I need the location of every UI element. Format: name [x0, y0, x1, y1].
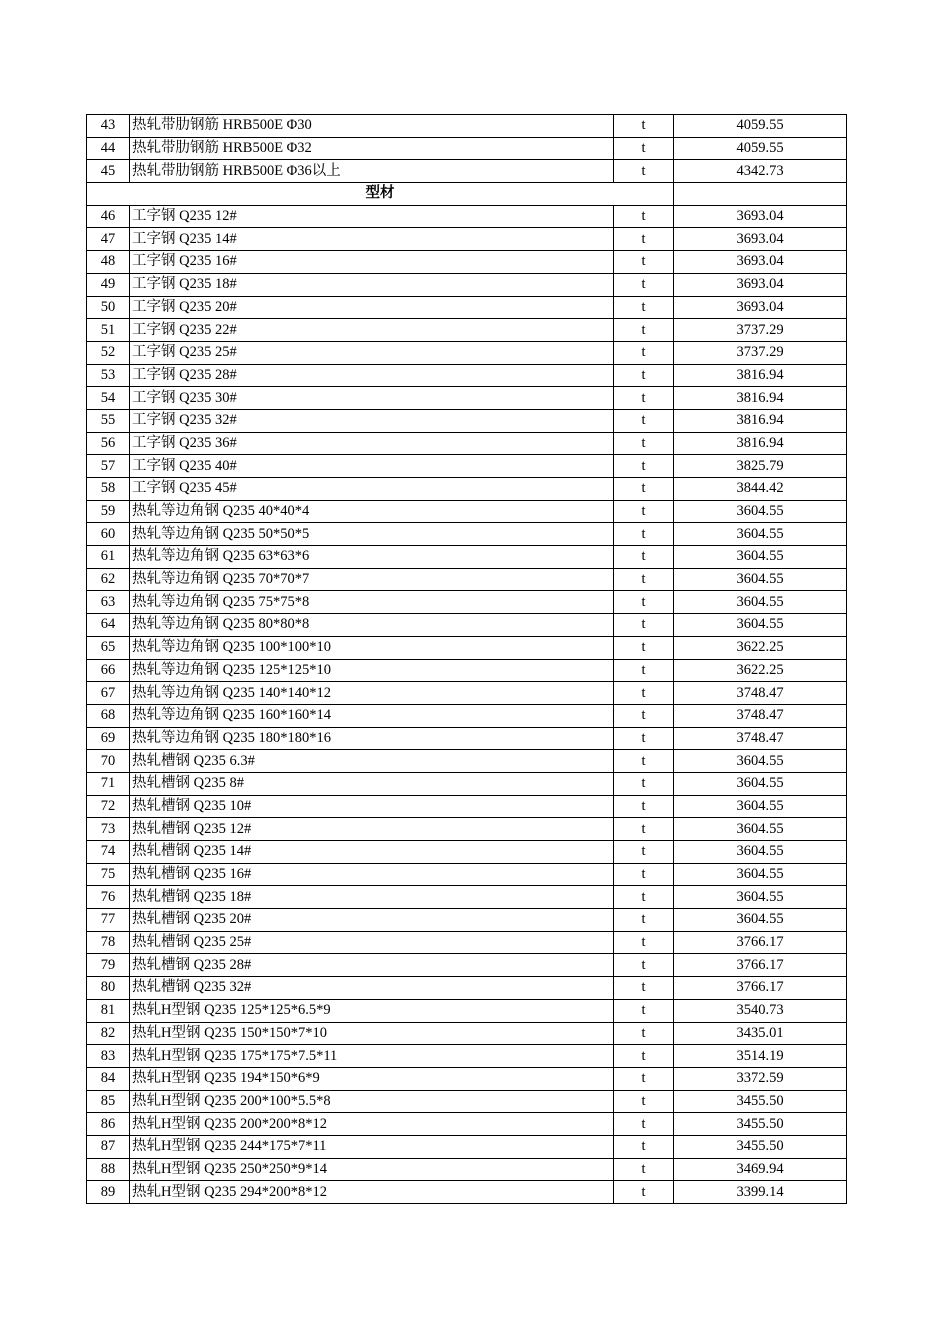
unit-cell: t [614, 1045, 674, 1068]
price-cell: 3435.01 [674, 1022, 847, 1045]
price-cell: 3816.94 [674, 432, 847, 455]
table-row [87, 1181, 847, 1204]
table-row [87, 886, 847, 909]
item-name: 工字钢 Q235 28# [130, 364, 614, 387]
row-number: 49 [87, 273, 130, 296]
table-row [87, 296, 847, 319]
unit-cell: t [614, 591, 674, 614]
item-name: 热轧等边角钢 Q235 50*50*5 [130, 523, 614, 546]
price-cell: 3693.04 [674, 296, 847, 319]
price-cell: 4059.55 [674, 115, 847, 138]
price-cell: 3766.17 [674, 977, 847, 1000]
item-name: 工字钢 Q235 32# [130, 409, 614, 432]
unit-cell: t [614, 795, 674, 818]
item-name: 热轧槽钢 Q235 14# [130, 841, 614, 864]
row-number: 72 [87, 795, 130, 818]
row-number: 80 [87, 977, 130, 1000]
row-number: 46 [87, 205, 130, 228]
row-number: 45 [87, 160, 130, 183]
item-name: 热轧等边角钢 Q235 100*100*10 [130, 636, 614, 659]
table-row [87, 909, 847, 932]
table-row [87, 205, 847, 228]
table-row [87, 115, 847, 138]
item-name: 热轧H型钢 Q235 125*125*6.5*9 [130, 999, 614, 1022]
price-cell: 3622.25 [674, 636, 847, 659]
unit-cell: t [614, 546, 674, 569]
unit-cell: t [614, 1181, 674, 1204]
row-number: 52 [87, 341, 130, 364]
item-name: 热轧槽钢 Q235 25# [130, 931, 614, 954]
unit-cell: t [614, 523, 674, 546]
unit-cell: t [614, 682, 674, 705]
row-number: 58 [87, 478, 130, 501]
price-cell: 3816.94 [674, 387, 847, 410]
price-cell: 3469.94 [674, 1158, 847, 1181]
item-name: 热轧槽钢 Q235 10# [130, 795, 614, 818]
row-number: 78 [87, 931, 130, 954]
table-row [87, 818, 847, 841]
table-row [87, 841, 847, 864]
item-name: 热轧等边角钢 Q235 75*75*8 [130, 591, 614, 614]
table-row [87, 863, 847, 886]
item-name: 热轧H型钢 Q235 194*150*6*9 [130, 1067, 614, 1090]
price-cell: 3737.29 [674, 341, 847, 364]
row-number: 85 [87, 1090, 130, 1113]
unit-cell: t [614, 160, 674, 183]
item-name: 热轧H型钢 Q235 244*175*7*11 [130, 1135, 614, 1158]
unit-cell: t [614, 115, 674, 138]
item-name: 热轧带肋钢筋 HRB500E Φ36以上 [130, 160, 614, 183]
unit-cell: t [614, 636, 674, 659]
item-name: 工字钢 Q235 30# [130, 387, 614, 410]
unit-cell: t [614, 931, 674, 954]
price-cell: 3604.55 [674, 614, 847, 637]
row-number: 73 [87, 818, 130, 841]
unit-cell: t [614, 341, 674, 364]
price-cell: 3604.55 [674, 750, 847, 773]
table-row [87, 273, 847, 296]
unit-cell: t [614, 704, 674, 727]
price-cell: 3604.55 [674, 500, 847, 523]
table-row [87, 1067, 847, 1090]
row-number: 67 [87, 682, 130, 705]
price-cell: 4059.55 [674, 137, 847, 160]
unit-cell: t [614, 909, 674, 932]
item-name: 热轧槽钢 Q235 6.3# [130, 750, 614, 773]
unit-cell: t [614, 455, 674, 478]
row-number: 81 [87, 999, 130, 1022]
item-name: 工字钢 Q235 36# [130, 432, 614, 455]
price-cell: 3604.55 [674, 772, 847, 795]
table-row [87, 523, 847, 546]
table-row [87, 591, 847, 614]
unit-cell: t [614, 1022, 674, 1045]
table-row [87, 682, 847, 705]
price-cell: 3766.17 [674, 931, 847, 954]
unit-cell: t [614, 841, 674, 864]
price-cell: 3693.04 [674, 228, 847, 251]
item-name: 热轧槽钢 Q235 28# [130, 954, 614, 977]
price-cell: 3540.73 [674, 999, 847, 1022]
price-cell: 3622.25 [674, 659, 847, 682]
unit-cell: t [614, 364, 674, 387]
table-row [87, 614, 847, 637]
row-number: 64 [87, 614, 130, 637]
unit-cell: t [614, 863, 674, 886]
unit-cell: t [614, 614, 674, 637]
unit-cell: t [614, 296, 674, 319]
price-cell: 3748.47 [674, 704, 847, 727]
row-number: 50 [87, 296, 130, 319]
table-row [87, 954, 847, 977]
table-row [87, 432, 847, 455]
item-name: 工字钢 Q235 14# [130, 228, 614, 251]
item-name: 热轧等边角钢 Q235 180*180*16 [130, 727, 614, 750]
table-row [87, 387, 847, 410]
row-number: 71 [87, 772, 130, 795]
table-row [87, 1135, 847, 1158]
item-name: 工字钢 Q235 45# [130, 478, 614, 501]
unit-cell: t [614, 954, 674, 977]
row-number: 53 [87, 364, 130, 387]
item-name: 热轧带肋钢筋 HRB500E Φ30 [130, 115, 614, 138]
row-number: 60 [87, 523, 130, 546]
unit-cell: t [614, 750, 674, 773]
table-row [87, 364, 847, 387]
price-cell: 3455.50 [674, 1113, 847, 1136]
table-row [87, 704, 847, 727]
row-number: 76 [87, 886, 130, 909]
table-row [87, 931, 847, 954]
table-row [87, 659, 847, 682]
unit-cell: t [614, 772, 674, 795]
unit-cell: t [614, 977, 674, 1000]
table-row [87, 160, 847, 183]
price-cell: 3604.55 [674, 886, 847, 909]
table-row [87, 1045, 847, 1068]
price-cell: 3604.55 [674, 863, 847, 886]
price-cell: 3693.04 [674, 251, 847, 274]
table-row [87, 568, 847, 591]
price-cell: 3748.47 [674, 682, 847, 705]
unit-cell: t [614, 228, 674, 251]
unit-cell: t [614, 1158, 674, 1181]
price-cell: 3693.04 [674, 205, 847, 228]
table-row [87, 500, 847, 523]
price-cell: 3604.55 [674, 818, 847, 841]
item-name: 热轧H型钢 Q235 250*250*9*14 [130, 1158, 614, 1181]
unit-cell: t [614, 409, 674, 432]
row-number: 70 [87, 750, 130, 773]
price-cell: 3455.50 [674, 1135, 847, 1158]
price-cell: 3693.04 [674, 273, 847, 296]
unit-cell: t [614, 1090, 674, 1113]
row-number: 57 [87, 455, 130, 478]
row-number: 61 [87, 546, 130, 569]
row-number: 75 [87, 863, 130, 886]
section-row [87, 183, 847, 206]
table-row [87, 455, 847, 478]
unit-cell: t [614, 886, 674, 909]
unit-cell: t [614, 500, 674, 523]
row-number: 74 [87, 841, 130, 864]
item-name: 工字钢 Q235 22# [130, 319, 614, 342]
table-row [87, 795, 847, 818]
row-number: 63 [87, 591, 130, 614]
unit-cell: t [614, 251, 674, 274]
price-cell: 3399.14 [674, 1181, 847, 1204]
row-number: 48 [87, 251, 130, 274]
unit-cell: t [614, 478, 674, 501]
table-row [87, 409, 847, 432]
item-name: 工字钢 Q235 25# [130, 341, 614, 364]
unit-cell: t [614, 568, 674, 591]
item-name: 热轧等边角钢 Q235 80*80*8 [130, 614, 614, 637]
price-cell: 3604.55 [674, 568, 847, 591]
unit-cell: t [614, 727, 674, 750]
item-name: 热轧H型钢 Q235 175*175*7.5*11 [130, 1045, 614, 1068]
item-name: 工字钢 Q235 12# [130, 205, 614, 228]
item-name: 热轧等边角钢 Q235 125*125*10 [130, 659, 614, 682]
item-name: 热轧等边角钢 Q235 70*70*7 [130, 568, 614, 591]
row-number: 54 [87, 387, 130, 410]
row-number: 89 [87, 1181, 130, 1204]
row-number: 83 [87, 1045, 130, 1068]
table-row [87, 319, 847, 342]
price-cell: 3604.55 [674, 591, 847, 614]
row-number: 82 [87, 1022, 130, 1045]
row-number: 44 [87, 137, 130, 160]
price-cell: 3766.17 [674, 954, 847, 977]
table-row [87, 999, 847, 1022]
unit-cell: t [614, 818, 674, 841]
item-name: 热轧H型钢 Q235 200*100*5.5*8 [130, 1090, 614, 1113]
price-cell: 3604.55 [674, 909, 847, 932]
price-cell: 3816.94 [674, 364, 847, 387]
item-name: 热轧槽钢 Q235 8# [130, 772, 614, 795]
table-row [87, 1022, 847, 1045]
row-number: 43 [87, 115, 130, 138]
section-title: 型材 [87, 183, 674, 206]
row-number: 59 [87, 500, 130, 523]
table-row [87, 478, 847, 501]
price-cell: 3455.50 [674, 1090, 847, 1113]
row-number: 65 [87, 636, 130, 659]
unit-cell: t [614, 319, 674, 342]
unit-cell: t [614, 205, 674, 228]
item-name: 热轧等边角钢 Q235 40*40*4 [130, 500, 614, 523]
unit-cell: t [614, 137, 674, 160]
price-cell: 4342.73 [674, 160, 847, 183]
table-row [87, 636, 847, 659]
item-name: 热轧H型钢 Q235 294*200*8*12 [130, 1181, 614, 1204]
row-number: 86 [87, 1113, 130, 1136]
row-number: 84 [87, 1067, 130, 1090]
price-cell: 3748.47 [674, 727, 847, 750]
price-cell: 3372.59 [674, 1067, 847, 1090]
price-cell: 3604.55 [674, 795, 847, 818]
item-name: 工字钢 Q235 18# [130, 273, 614, 296]
table-row [87, 772, 847, 795]
price-cell: 3844.42 [674, 478, 847, 501]
item-name: 工字钢 Q235 40# [130, 455, 614, 478]
row-number: 56 [87, 432, 130, 455]
price-cell: 3604.55 [674, 841, 847, 864]
item-name: 热轧等边角钢 Q235 63*63*6 [130, 546, 614, 569]
item-name: 热轧带肋钢筋 HRB500E Φ32 [130, 137, 614, 160]
table-row [87, 546, 847, 569]
row-number: 79 [87, 954, 130, 977]
price-table-body [87, 115, 847, 1204]
table-row [87, 228, 847, 251]
table-row [87, 977, 847, 1000]
empty-cell [674, 183, 847, 206]
row-number: 55 [87, 409, 130, 432]
row-number: 47 [87, 228, 130, 251]
price-cell: 3737.29 [674, 319, 847, 342]
item-name: 热轧等边角钢 Q235 160*160*14 [130, 704, 614, 727]
table-row [87, 1090, 847, 1113]
row-number: 51 [87, 319, 130, 342]
item-name: 热轧槽钢 Q235 18# [130, 886, 614, 909]
item-name: 热轧槽钢 Q235 16# [130, 863, 614, 886]
row-number: 69 [87, 727, 130, 750]
item-name: 热轧H型钢 Q235 150*150*7*10 [130, 1022, 614, 1045]
row-number: 66 [87, 659, 130, 682]
unit-cell: t [614, 1113, 674, 1136]
price-cell: 3816.94 [674, 409, 847, 432]
item-name: 热轧等边角钢 Q235 140*140*12 [130, 682, 614, 705]
table-row [87, 341, 847, 364]
table-row [87, 727, 847, 750]
item-name: 工字钢 Q235 16# [130, 251, 614, 274]
table-row [87, 1113, 847, 1136]
price-cell: 3604.55 [674, 546, 847, 569]
unit-cell: t [614, 1135, 674, 1158]
table-row [87, 251, 847, 274]
unit-cell: t [614, 432, 674, 455]
unit-cell: t [614, 659, 674, 682]
item-name: 热轧槽钢 Q235 20# [130, 909, 614, 932]
row-number: 88 [87, 1158, 130, 1181]
row-number: 68 [87, 704, 130, 727]
item-name: 热轧槽钢 Q235 32# [130, 977, 614, 1000]
unit-cell: t [614, 273, 674, 296]
table-row [87, 750, 847, 773]
price-table [86, 114, 847, 1204]
unit-cell: t [614, 1067, 674, 1090]
row-number: 77 [87, 909, 130, 932]
table-row [87, 1158, 847, 1181]
row-number: 87 [87, 1135, 130, 1158]
table-row [87, 137, 847, 160]
item-name: 热轧H型钢 Q235 200*200*8*12 [130, 1113, 614, 1136]
unit-cell: t [614, 999, 674, 1022]
row-number: 62 [87, 568, 130, 591]
unit-cell: t [614, 387, 674, 410]
price-cell: 3514.19 [674, 1045, 847, 1068]
item-name: 工字钢 Q235 20# [130, 296, 614, 319]
price-cell: 3604.55 [674, 523, 847, 546]
item-name: 热轧槽钢 Q235 12# [130, 818, 614, 841]
price-cell: 3825.79 [674, 455, 847, 478]
